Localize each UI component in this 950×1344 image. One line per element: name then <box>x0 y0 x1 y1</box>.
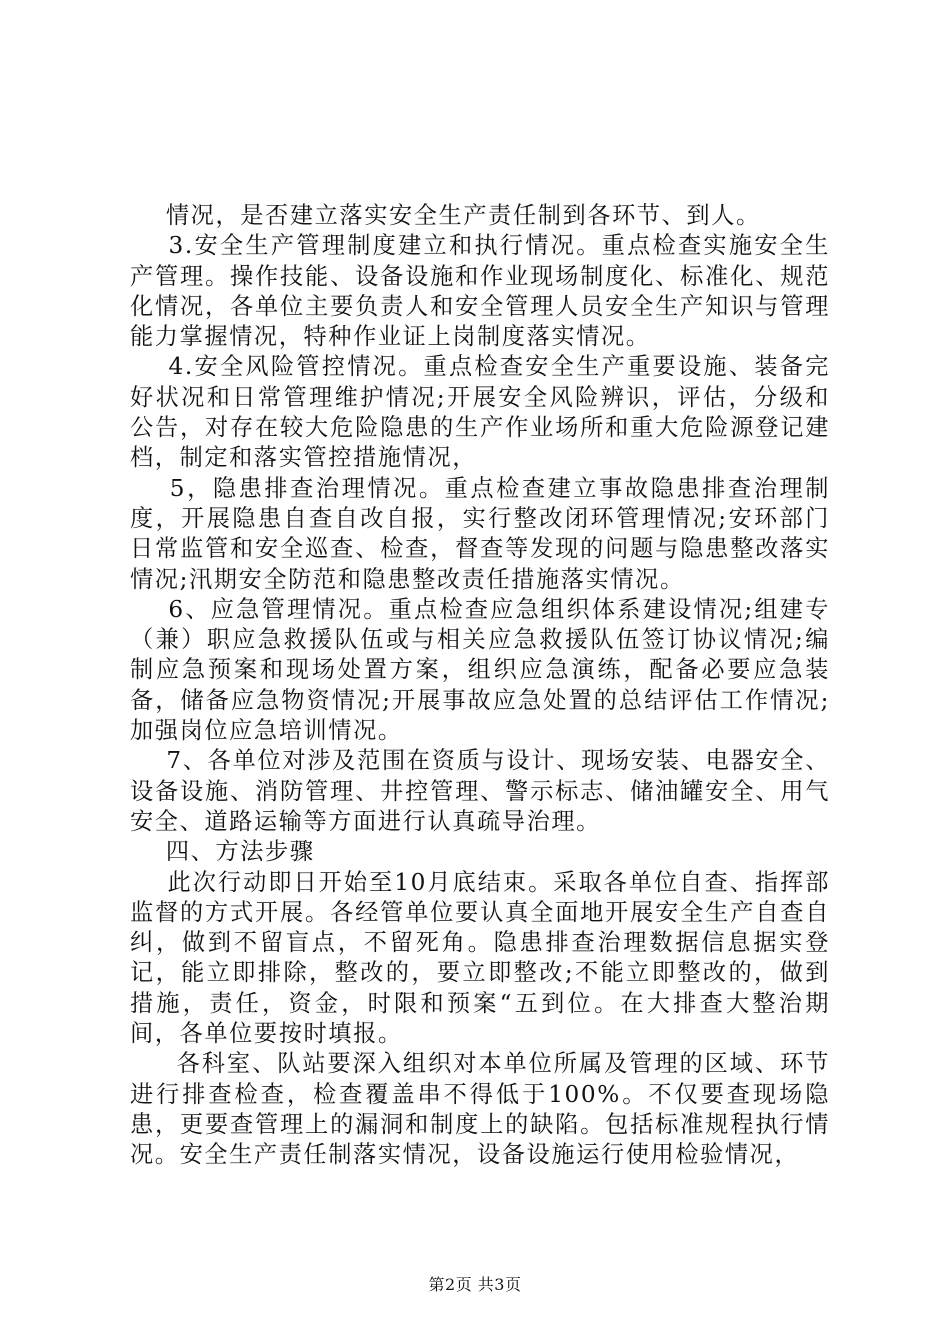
paragraph-5: 6、应急管理情况。重点检查应急组织体系建设情况;组建专（兼）职应急救援队伍或与相关应急救援队伍签订协议情况;编制应急预案和现场处置方案，组织应急演练，配备必要应急装备，储备应急物资情况;开展事故应急处置的总结评估工作情况;加强岗位应急培训情况。 <box>130 595 830 745</box>
paragraph-6: 7、各单位对涉及范围在资质与设计、现场安装、电器安全、设备设施、消防管理、井控管理、警示标志、储油罐安全、用气安全、道路运输等方面进行认真疏导治理。 <box>130 747 830 835</box>
paragraph-8: 各科室、队站要深入组织对本单位所属及管理的区域、环节进行排查检查，检查覆盖串不得低于100%。不仅要查现场隐患，更要查管理上的漏洞和制度上的缺陷。包括标准规程执行情况。安全生产责任制落实情况，设备设施运行使用检验情况， <box>130 1050 830 1169</box>
document-body <box>130 201 830 1171</box>
paragraph-4: 5，隐患排查治理情况。重点检查建立事故隐患排查治理制度，开展隐患自查自改自报，实行整改闭环管理情况;安环部门日常监管和安全巡查、检查，督查等发现的问题与隐患整改落实情况;汛期安全防范和隐患整改责任措施落实情况。 <box>130 474 830 593</box>
paragraph-7: 此次行动即日开始至10月底结束。采取各单位自查、指挥部监督的方式开展。各经管单位要认真全面地开展安全生产自查自纠，做到不留盲点，不留死角。隐患排查治理数据信息据实登记，能立即排除，整改的，要立即整改;不能立即整改的，做到措施，责任，资金，时限和预案“五到位。在大排查大整治期间，各单位要按时填报。 <box>130 868 830 1048</box>
paragraph-3: 4.安全风险管控情况。重点检查安全生产重要设施、装备完好状况和日常管理维护情况;开展安全风险辨识，评估，分级和公告，对存在较大危险隐患的生产作业场所和重大危险源登记建档，制定和落实管控措施情况， <box>130 353 830 472</box>
section-heading: 四、方法步骤 <box>130 838 315 866</box>
page-footer: 第2页 共3页 <box>428 1275 522 1294</box>
paragraph-1: 情况，是否建立落实安全生产责任制到各环节、到人。 <box>130 202 761 229</box>
paragraph-2: 3.安全生产管理制度建立和执行情况。重点检查实施安全生产管理。操作技能、设备设施和作业现场制度化、标准化、规范化情况，各单位主要负责人和安全管理人员安全生产知识与管理能力掌握情况，特种作业证上岗制度落实情况。 <box>130 232 830 351</box>
